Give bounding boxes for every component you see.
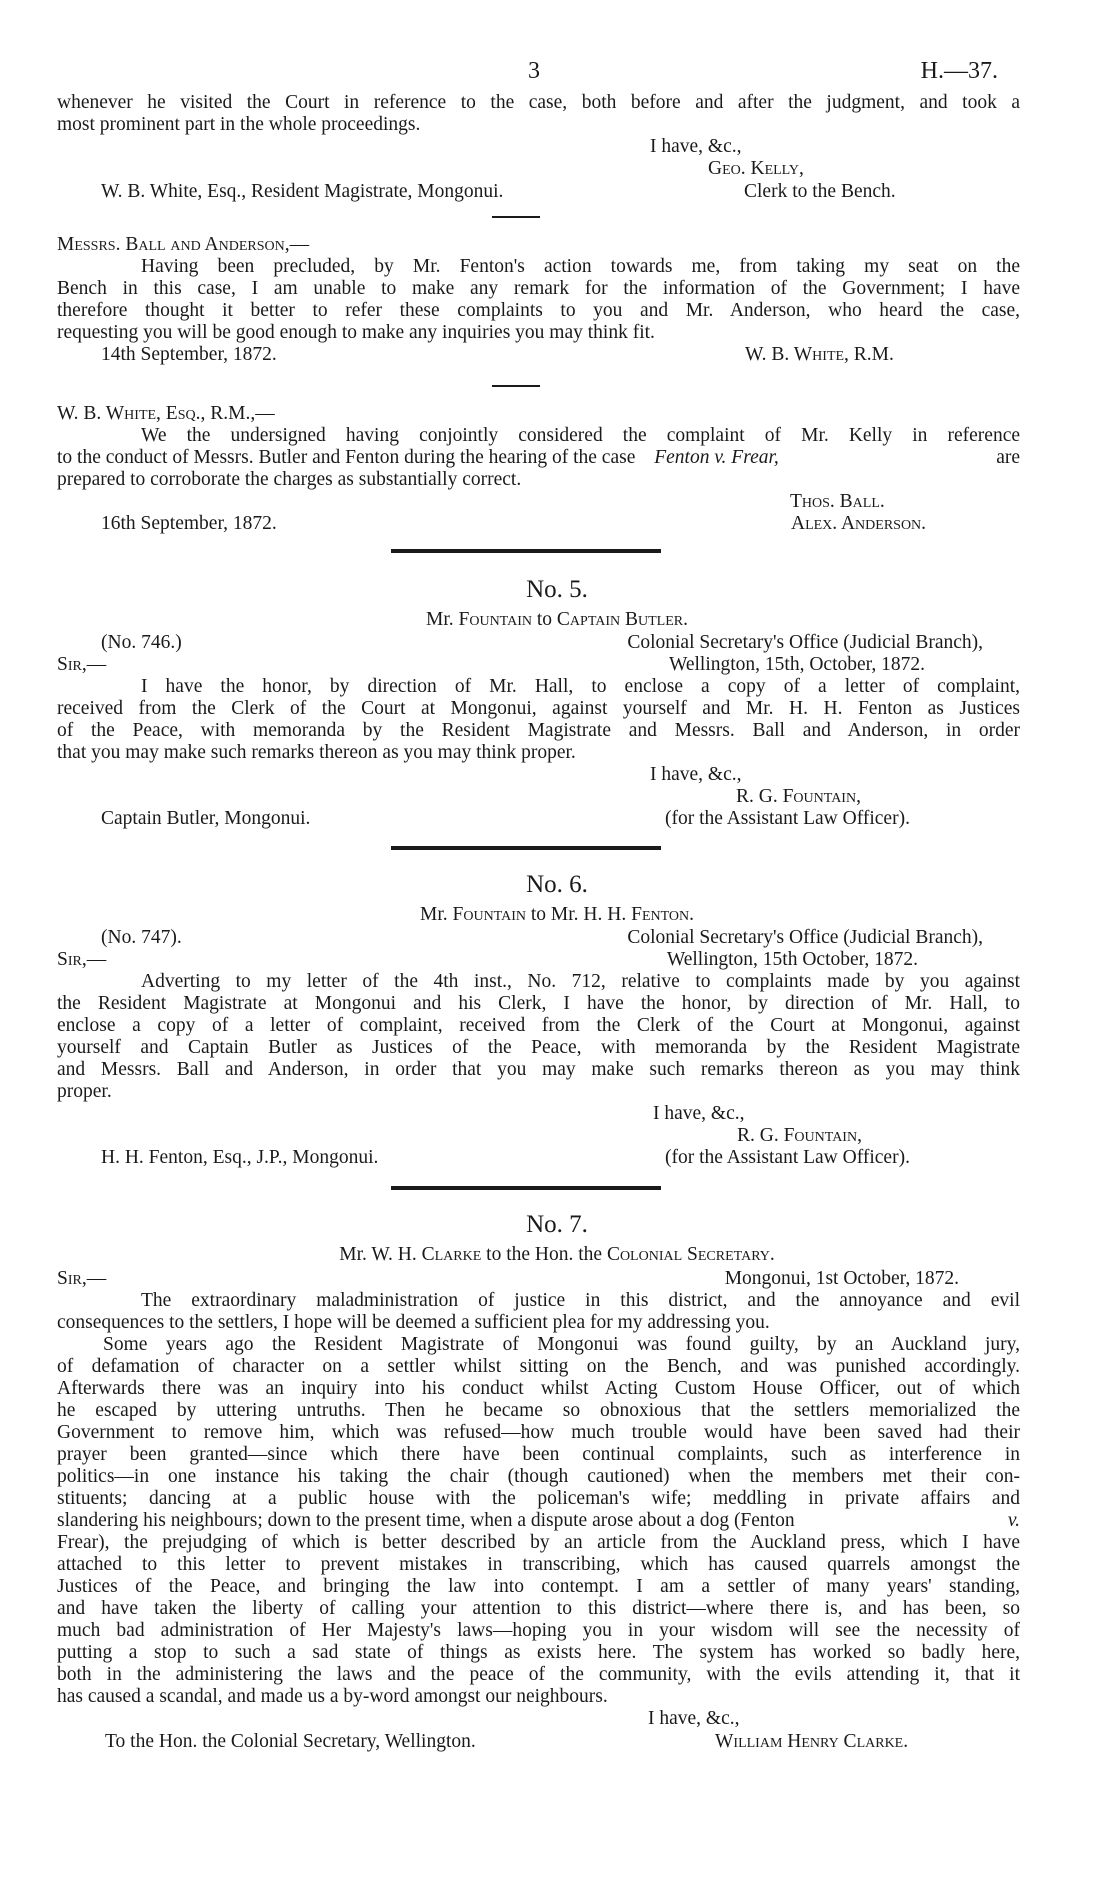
signature: Thos. Ball. [790,491,885,512]
letter-subtitle: Mr. Fountain to Captain Butler. [425,609,688,630]
section-rule [492,216,540,218]
place-date: Wellington, 15th, October, 1872. [669,654,925,675]
addressee: H. H. Fenton, Esq., J.P., Mongonui. [101,1147,379,1168]
letter-divider [391,1186,661,1190]
body-line: The extraordinary maladministration of justice in this district, and the annoyance and evil [141,1290,1020,1311]
closing: I have, &c., [650,764,742,785]
place-date: Wellington, 15th October, 1872. [666,949,918,970]
letter-number: No. 6. [526,871,588,898]
letter-subtitle: Mr. W. H. Clarke to the Hon. the Colonial Secretary. [339,1244,775,1265]
section-rule [492,385,540,387]
body-line: therefore thought it better to refer these complaints to you and Mr. Anderson, who heard the case, [57,300,1020,321]
salutation: Messrs. Ball and Anderson,— [57,234,310,255]
body-line: Some years ago the Resident Magistrate of Mongonui was found guilty, by an Auckland jury, [103,1334,1020,1355]
salutation: Sir,— [57,654,107,675]
body-line: and Messrs. Ball and Anderson, in order that you may make such remarks thereon as you may think [57,1059,1020,1080]
letter-number: No. 5. [526,576,588,603]
body-line: he escaped by uttering untruths. Then he became so obnoxious that the settlers memorialized the [57,1400,1020,1421]
body-line: Having been precluded, by Mr. Fenton's action towards me, from taking my seat on the [141,256,1020,277]
letter-number: No. 7. [526,1211,588,1238]
salutation: Sir,— [57,1268,107,1289]
body-text: are [996,447,1020,468]
date: 16th September, 1872. [101,513,277,534]
body-line: stituents; dancing at a public house with the policeman's wife; meddling in private affairs and [57,1488,1020,1509]
body-line: prepared to corroborate the charges as substantially correct. [57,469,522,490]
signature-title: (for the Assistant Law Officer). [665,808,910,829]
case-versus: v. [1007,1510,1020,1531]
signature-title: (for the Assistant Law Officer). [665,1147,910,1168]
body-line: that you may make such remarks thereon as you may think proper. [57,742,576,763]
letter-divider [391,846,661,850]
body-text: slandering his neighbours; down to the present time, when a dispute arose about a dog (Fenton [57,1510,795,1531]
salutation: Sir,— [57,949,107,970]
body-line: Bench in this case, I am unable to make any remark for the information of the Government; I have [57,278,1020,299]
body-line [57,1510,1020,1532]
document-reference: H.—37. [920,58,998,84]
office: Colonial Secretary's Office (Judicial Branch), [627,632,983,653]
body-line: Adverting to my letter of the 4th inst., No. 712, relative to complaints made by you against [141,971,1020,992]
body-line: enclose a copy of a letter of complaint, received from the Clerk of the Court at Mongonui, against [57,1015,1020,1036]
body-line: requesting you will be good enough to make any inquiries you may think fit. [57,322,655,343]
place-date: Mongonui, 1st October, 1872. [724,1268,959,1289]
body-line: Frear), the prejudging of which is better described by an article from the Auckland press, which I have [57,1532,1020,1553]
body-line: of defamation of character on a settler whilst sitting on the Bench, and was punished accordingly. [57,1356,1020,1377]
letter-subtitle: Mr. Fountain to Mr. H. H. Fenton. [419,904,694,925]
office: Colonial Secretary's Office (Judicial Branch), [627,927,983,948]
signature: R. G. Fountain, [737,1125,862,1146]
letter-ref: (No. 746.) [101,632,182,653]
body-line: proper. [57,1081,112,1102]
body-line: yourself and Captain Butler as Justices of the Peace, with memoranda by the Resident Magistrate [57,1037,1020,1058]
body-line: prayer been granted—since which there have been continual complaints, such as interference in [57,1444,1020,1465]
body-text: to the conduct of Messrs. Butler and Fenton during the hearing of the case [57,447,636,468]
addressee: W. B. White, Esq., Resident Magistrate, Mongonui. [101,181,504,202]
body-line: putting a stop to such a sad state of things as exists here. The system has worked so badly here, [57,1642,1020,1663]
signature: R. G. Fountain, [736,786,861,807]
letter-divider [391,549,661,553]
letter-ref: (No. 747). [101,927,182,948]
body-line: and have taken the liberty of calling your attention to this district—where there is, and has been, so [57,1598,1020,1619]
body-line: the Resident Magistrate at Mongonui and his Clerk, I have the honor, by direction of Mr. Hall, to [57,993,1020,1014]
body-line: much bad administration of Her Majesty's laws—hoping you in your wisdom will see the necessity of [57,1620,1020,1641]
body-line: attached to this letter to prevent mistakes in transcribing, which has caused quarrels amongst the [57,1554,1020,1575]
body-line: most prominent part in the whole proceedings. [57,114,421,135]
body-line [57,447,1020,469]
signature: W. B. White, R.M. [745,344,894,365]
body-line: consequences to the settlers, I hope will be deemed a sufficient plea for my addressing you. [57,1312,770,1333]
body-line: whenever he visited the Court in reference to the case, both before and after the judgment, and took a [57,92,1020,113]
body-line: We the undersigned having conjointly considered the complaint of Mr. Kelly in reference [141,425,1020,446]
page-number: 3 [528,58,540,84]
body-line: received from the Clerk of the Court at Mongonui, against yourself and Mr. H. H. Fenton as Justices [57,698,1020,719]
closing: I have, &c., [648,1708,740,1729]
body-line: politics—in one instance his taking the chair (though cautioned) when the members met their con- [57,1466,1020,1487]
signature-title: Clerk to the Bench. [744,181,896,202]
salutation: W. B. White, Esq., R.M.,— [57,403,275,424]
addressee: To the Hon. the Colonial Secretary, Wellington. [105,1731,476,1752]
date: 14th September, 1872. [101,344,277,365]
body-line: Afterwards there was an inquiry into his conduct whilst Acting Custom House Officer, out of which [57,1378,1020,1399]
body-line: Government to remove him, which was refused—how much trouble would have been saved had their [57,1422,1020,1443]
body-line: I have the honor, by direction of Mr. Hall, to enclose a copy of a letter of complaint, [141,676,1020,697]
body-line: both in the administering the laws and the peace of the community, with the evils attending it, that it [57,1664,1020,1685]
closing: I have, &c., [650,136,742,157]
addressee: Captain Butler, Mongonui. [101,808,311,829]
signature: William Henry Clarke. [715,1731,909,1752]
body-line: of the Peace, with memoranda by the Resident Magistrate and Messrs. Ball and Anderson, in order [57,720,1020,741]
signature: Alex. Anderson. [791,513,927,534]
case-name: Fenton v. Frear, [654,447,779,468]
signature: Geo. Kelly, [708,158,804,179]
body-line: Justices of the Peace, and bringing the law into contempt. I am a settler of many years' standing, [57,1576,1020,1597]
body-line: has caused a scandal, and made us a by-word amongst our neighbours. [57,1686,608,1707]
closing: I have, &c., [653,1103,745,1124]
